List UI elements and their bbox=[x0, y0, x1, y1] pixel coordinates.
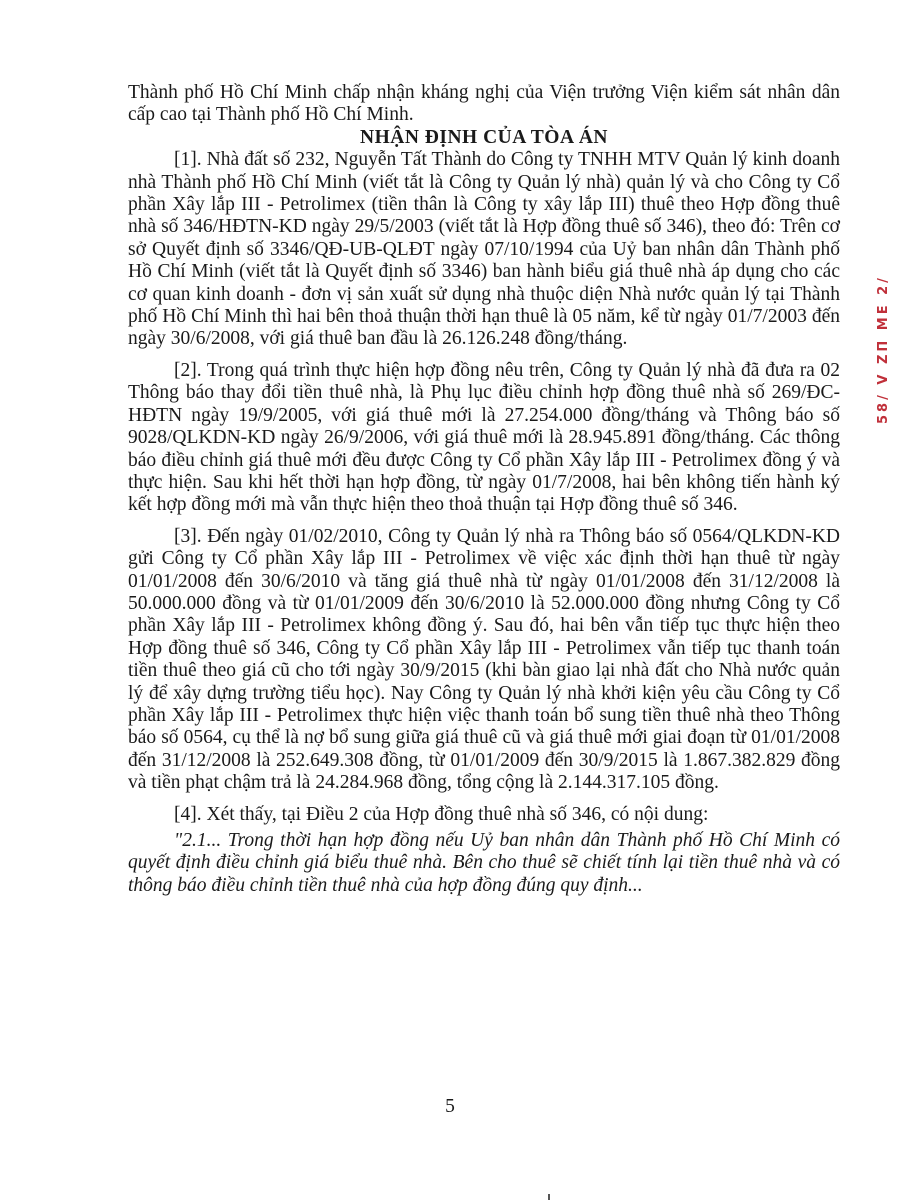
document-body bbox=[128, 82, 840, 897]
intro-paragraph: Thành phố Hồ Chí Minh chấp nhận kháng nghị của Viện trưởng Viện kiểm sát nhân dân cấp cao tại Thành phố Hồ Chí Minh. bbox=[128, 82, 840, 126]
paragraph-1: [1]. Nhà đất số 232, Nguyễn Tất Thành do Công ty TNHH MTV Quản lý kinh doanh nhà Thành phố Hồ Chí Minh (viết tắt là Công ty Quản lý nhà) quản lý và cho Công ty Cổ phần Xây lắp III - Petrolimex (tiền thân là Công ty xây lắp III) thuê theo Hợp đồng thuê nhà số 346/HĐTN-KD ngày 29/5/2003 (viết tắt là Hợp đồng thuê số 346), theo đó: Trên cơ sở Quyết định số 3346/QĐ-UB-QLĐT ngày 07/10/1994 của Uỷ ban nhân dân Thành phố Hồ Chí Minh (viết tắt là Quyết định số 3346) ban hành biểu giá thuê nhà áp dụng cho các cơ quan kinh doanh - đơn vị sản xuất sử dụng nhà thuộc diện Nhà nước quản lý tại Thành phố Hồ Chí Minh thì hai bên thoả thuận thời hạn thuê là 05 năm, kể từ ngày 01/7/2003 đến ngày 30/6/2008, với giá thuê ban đầu là 26.126.248 đồng/tháng. bbox=[128, 149, 840, 350]
paragraph-4: [4]. Xét thấy, tại Điều 2 của Hợp đồng thuê nhà số 346, có nội dung: bbox=[174, 803, 709, 825]
page-number: 5 bbox=[445, 1096, 455, 1117]
margin-stamp: 58/ V ZΠ ME 2/ bbox=[876, 275, 891, 424]
scan-mark bbox=[548, 1194, 550, 1200]
section-heading: NHẬN ĐỊNH CỦA TÒA ÁN bbox=[360, 126, 608, 148]
paragraph-3: [3]. Đến ngày 01/02/2010, Công ty Quản lý nhà ra Thông báo số 0564/QLKDN-KD gửi Công ty Cổ phần Xây lắp III - Petrolimex về việc xác định thời hạn thuê từ ngày 01/01/2008 đến 30/6/2010 và tăng giá thuê nhà từ ngày 01/01/2008 đến 31/12/2008 là 50.000.000 đồng và từ 01/01/2009 đến 30/6/2010 là 52.000.000 đồng nhưng Công ty Cổ phần Xây lắp III - Petrolimex không đồng ý. Sau đó, hai bên vẫn tiếp tục thực hiện theo Hợp đồng thuê số 346, Công ty Cổ phần Xây lắp III - Petrolimex vẫn tiếp tục thanh toán tiền thuê theo giá cũ cho tới ngày 30/9/2015 (khi bàn giao lại nhà đất cho Nhà nước quản lý để xây dựng trường tiểu học). Nay Công ty Quản lý nhà khởi kiện yêu cầu Công ty Cổ phần Xây lắp III - Petrolimex thực hiện việc thanh toán bổ sung tiền thuê nhà theo Thông báo số 0564, cụ thể là nợ bổ sung giữa giá thuê cũ và giá thuê mới giai đoạn từ 01/01/2008 đến 31/12/2008 là 252.649.308 đồng, từ 01/01/2009 đến 30/9/2015 là 1.867.382.829 đồng và tiền phạt chậm trả là 24.284.968 đồng, tổng cộng là 2.144.317.105 đồng. bbox=[128, 525, 840, 794]
paragraph-2: [2]. Trong quá trình thực hiện hợp đồng nêu trên, Công ty Quản lý nhà đã đưa ra 02 Thông báo thay đổi tiền thuê nhà, là Phụ lục điều chỉnh hợp đồng thuê nhà số 269/ĐC-HĐTN ngày 19/9/2005, với giá thuê mới là 27.254.000 đồng/tháng và Thông báo số 9028/QLKDN-KD ngày 26/9/2006, với giá thuê mới là 28.945.891 đồng/tháng. Các thông báo điều chỉnh giá thuê mới đều được Công ty Cổ phần Xây lắp III - Petrolimex đồng ý và thực hiện. Sau khi hết thời hạn hợp đồng, từ ngày 01/7/2008, hai bên không tiến hành ký kết hợp đồng mới mà vẫn thực hiện theo thoả thuận tại Hợp đồng thuê số 346. bbox=[128, 359, 840, 516]
quoted-clause: "2.1... Trong thời hạn hợp đồng nếu Uỷ ban nhân dân Thành phố Hồ Chí Minh có quyết định điều chỉnh giá biểu thuê nhà. Bên cho thuê sẽ chiết tính lại tiền thuê nhà và có thông báo điều chỉnh tiền thuê nhà của hợp đồng đúng quy định... bbox=[128, 830, 840, 896]
